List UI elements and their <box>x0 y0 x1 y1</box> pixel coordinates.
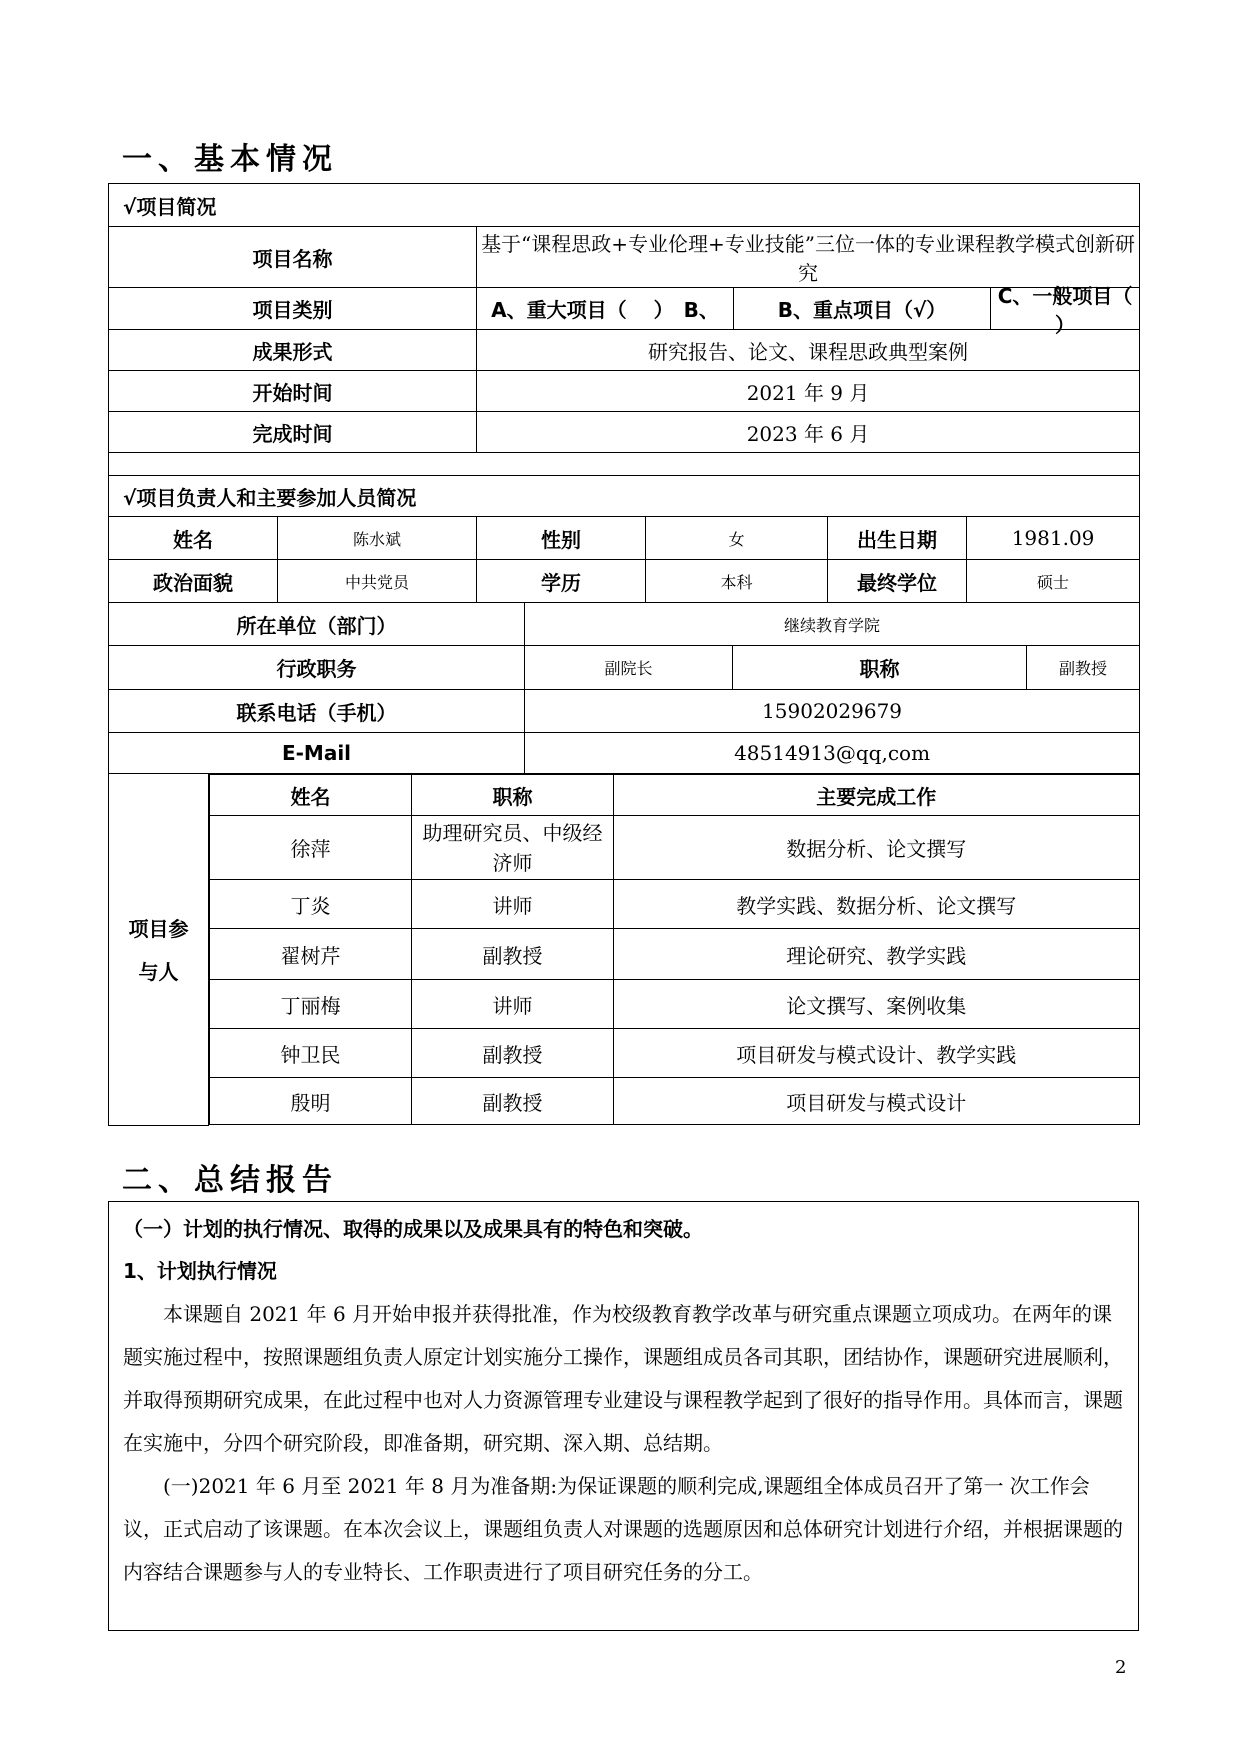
leader-heading: √项目负责人和主要参加人员简况 <box>109 476 1140 517</box>
table-row <box>210 816 1140 880</box>
birth-label: 出生日期 <box>828 517 967 560</box>
participant-name: 丁丽梅 <box>210 980 412 1029</box>
start-time-value: 2021 年 9 月 <box>477 371 1140 412</box>
leader-name-value: 陈水斌 <box>278 517 477 560</box>
participant-name: 钟卫民 <box>210 1029 412 1078</box>
end-time-label: 完成时间 <box>109 412 477 453</box>
unit-label: 所在单位（部门） <box>109 603 525 646</box>
participant-name: 殷明 <box>210 1078 412 1125</box>
report-heading: （一）计划的执行情况、取得的成果以及成果具有的特色和突破。 <box>123 1217 703 1241</box>
table-row <box>210 1078 1140 1125</box>
project-name-label: 项目名称 <box>109 227 477 288</box>
category-option-a: A、重大项目（ ） B、 <box>477 288 734 329</box>
birth-value: 1981.09 <box>967 517 1140 560</box>
title-label: 职称 <box>733 646 1027 689</box>
table-row <box>210 880 1140 929</box>
participant-title: 讲师 <box>412 880 614 929</box>
project-category-label: 项目类别 <box>109 288 477 330</box>
participant-work: 项目研发与模式设计 <box>614 1078 1140 1125</box>
summary-report-box <box>108 1201 1139 1631</box>
spacer-row <box>109 453 1140 476</box>
participant-work: 教学实践、数据分析、论文撰写 <box>614 880 1140 929</box>
email-label: E-Mail <box>109 733 525 774</box>
participants-group-label-line2: 与人 <box>138 960 179 985</box>
participants-header-title: 职称 <box>412 775 614 816</box>
degree-label: 最终学位 <box>828 560 967 603</box>
report-subheading: 1、计划执行情况 <box>123 1259 277 1283</box>
report-paragraph-1: 本课题自 2021 年 6 月开始申报并获得批准，作为校级教育教学改革与研究重点课题立项成功。在两年的课题实施过程中，按照课题组负责人原定计划实施分工操作，课题组成员各司其职，团结协作，课题研究进展顺利，并取得预期研究成果，在此过程中也对人力资源管理专业建设与课程教学起到了很好的指导作用。具体而言，课题在实施中，分四个研究阶段，即准备期，研究期、深入期、总结期。 <box>123 1302 1123 1455</box>
leader-name-label: 姓名 <box>109 517 278 560</box>
participant-name: 翟树芹 <box>210 929 412 980</box>
result-form-label: 成果形式 <box>109 330 477 371</box>
participant-work: 论文撰写、案例收集 <box>614 980 1140 1029</box>
participant-work: 数据分析、论文撰写 <box>614 816 1140 880</box>
phone-label: 联系电话（手机） <box>109 690 525 733</box>
result-form-value: 研究报告、论文、课程思政典型案例 <box>477 330 1140 371</box>
education-value: 本科 <box>646 560 828 603</box>
admin-label: 行政职务 <box>109 646 525 690</box>
participant-work: 项目研发与模式设计、教学实践 <box>614 1029 1140 1078</box>
end-time-value: 2023 年 6 月 <box>477 412 1140 453</box>
participants-header-name: 姓名 <box>210 775 412 816</box>
participant-title: 讲师 <box>412 980 614 1029</box>
participants-header-work: 主要完成工作 <box>614 775 1140 816</box>
participant-name: 丁炎 <box>210 880 412 929</box>
participants-table <box>209 774 1140 1125</box>
participant-title: 副教授 <box>412 929 614 980</box>
admin-value: 副院长 <box>525 646 733 689</box>
report-paragraph-2: (一)2021 年 6 月至 2021 年 8 月为准备期:为保证课题的顺利完成,课题组全体成员召开了第一 次工作会议，正式启动了该课题。在本次会议上，课题组负责人对课题的选题原因和总体研究计划进行介绍，并根据课题的内容结合课题参与人的专业特长、工作职责进行了项目研究任务的分工。 <box>123 1474 1123 1584</box>
project-name-value: 基于“课程思政+专业伦理+专业技能”三位一体的专业课程教学模式创新研究 <box>477 227 1140 288</box>
gender-label: 性别 <box>477 517 646 560</box>
education-label: 学历 <box>477 560 646 603</box>
title-value: 副教授 <box>1059 659 1108 678</box>
participants-group-label <box>109 774 209 1126</box>
email-value: 48514913@qq,com <box>525 733 1140 774</box>
political-label: 政治面貌 <box>109 560 278 603</box>
project-overview-heading: √项目简况 <box>109 184 1140 227</box>
political-value: 中共党员 <box>278 560 477 603</box>
participant-title: 副教授 <box>412 1078 614 1125</box>
participant-work: 理论研究、教学实践 <box>614 929 1140 980</box>
section1-title: 一、基本情况 <box>122 142 338 177</box>
table-row <box>210 980 1140 1029</box>
phone-value: 15902029679 <box>525 690 1140 733</box>
gender-value: 女 <box>646 517 828 560</box>
participant-title: 副教授 <box>412 1029 614 1078</box>
participants-group-label-line1: 项目参 <box>128 917 189 942</box>
page-number: 2 <box>1115 1657 1127 1678</box>
basic-info-table <box>108 183 1160 1126</box>
participant-title: 助理研究员、中级经济师 <box>412 816 614 880</box>
degree-value: 硕士 <box>967 560 1140 603</box>
table-row <box>210 929 1140 980</box>
category-option-c: C、一般项目（ ） <box>997 283 1160 337</box>
start-time-label: 开始时间 <box>109 371 477 412</box>
category-option-b: B、重点项目（√） <box>734 288 991 329</box>
unit-value: 继续教育学院 <box>525 603 1140 646</box>
section2-title: 二、总结报告 <box>122 1163 338 1198</box>
participant-name: 徐萍 <box>210 816 412 880</box>
table-row <box>210 1029 1140 1078</box>
